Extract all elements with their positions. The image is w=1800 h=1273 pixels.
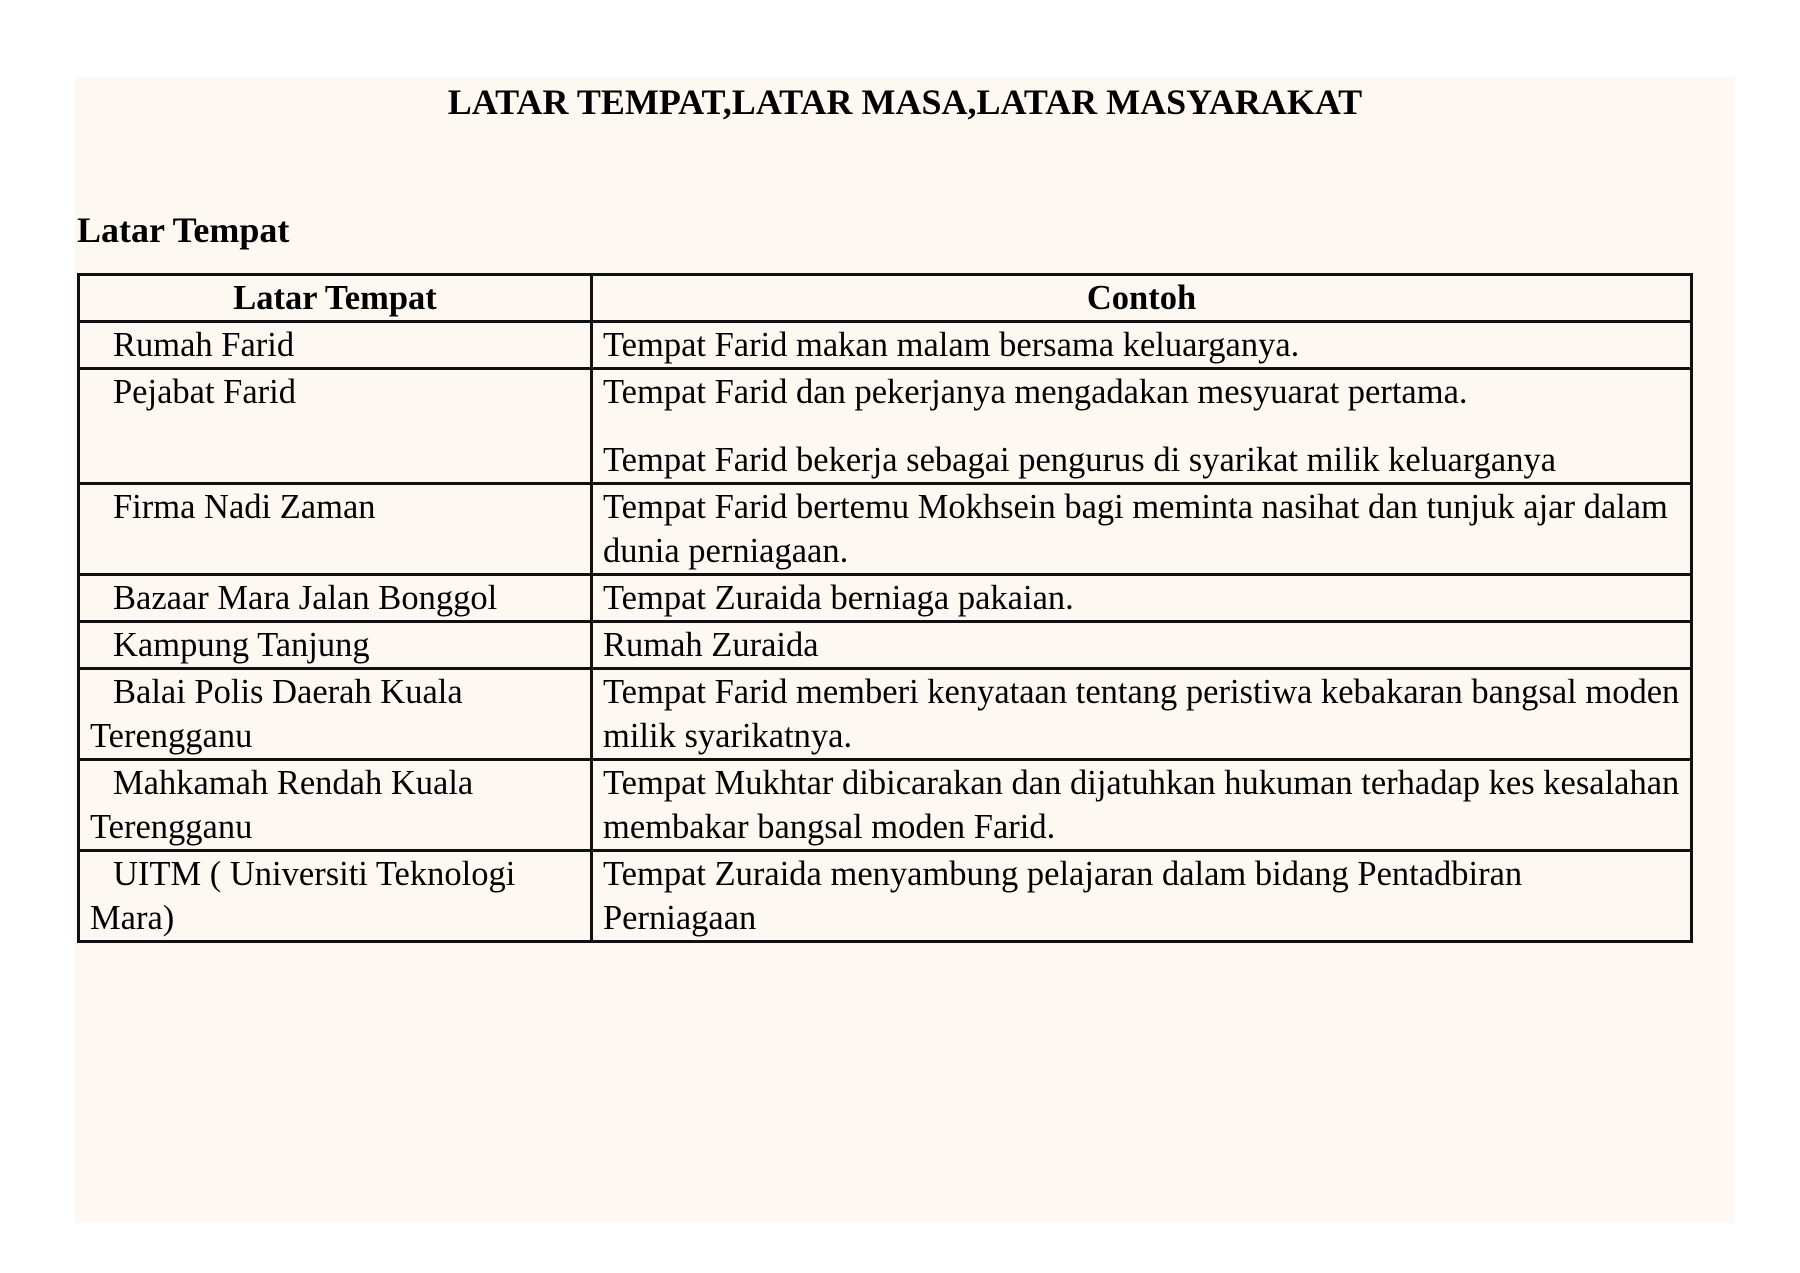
example-cell	[592, 322, 1692, 369]
example-text: Tempat Zuraida menyambung pelajaran dalam bidang Pentadbiran Perniagaan	[603, 855, 1523, 937]
example-text: Tempat Farid bekerja sebagai pengurus di syarikat milik keluarganya	[603, 441, 1557, 479]
table-row	[79, 322, 1692, 369]
latar-tempat-table-wrapper	[77, 273, 1690, 943]
example-cell	[592, 669, 1692, 760]
section-heading: Latar Tempat	[77, 210, 290, 250]
table-row	[79, 484, 1692, 575]
place-cell: Bazaar Mara Jalan Bonggol	[79, 575, 592, 622]
table-row	[79, 369, 1692, 484]
place-cell: Balai Polis Daerah Kuala Terengganu	[79, 669, 592, 760]
example-cell	[592, 622, 1692, 669]
example-text: Tempat Farid bertemu Mokhsein bagi meminta nasihat dan tunjuk ajar dalam dunia perniagaan.	[603, 488, 1668, 570]
column-header-latar-tempat: Latar Tempat	[79, 275, 592, 322]
table-row	[79, 669, 1692, 760]
latar-tempat-table	[77, 273, 1693, 943]
example-cell	[592, 851, 1692, 942]
table-header-row	[79, 275, 1692, 322]
example-text: Tempat Farid dan pekerjanya mengadakan mesyuarat pertama.	[603, 373, 1468, 411]
place-cell: UITM ( Universiti Teknologi Mara)	[79, 851, 592, 942]
paragraph-gap	[603, 414, 1680, 438]
place-cell: Firma Nadi Zaman	[79, 484, 592, 575]
example-text: Tempat Mukhtar dibicarakan dan dijatuhkan hukuman terhadap kes kesalahan membakar bangsal moden Farid.	[603, 764, 1680, 846]
column-header-contoh: Contoh	[592, 275, 1692, 322]
example-cell	[592, 484, 1692, 575]
example-text: Rumah Zuraida	[603, 626, 819, 664]
example-text: Tempat Zuraida berniaga pakaian.	[603, 579, 1074, 617]
place-cell: Kampung Tanjung	[79, 622, 592, 669]
example-cell	[592, 575, 1692, 622]
table-row	[79, 575, 1692, 622]
table-row	[79, 622, 1692, 669]
document-title: LATAR TEMPAT,LATAR MASA,LATAR MASYARAKAT	[447, 82, 1363, 122]
table-row	[79, 851, 1692, 942]
place-cell: Pejabat Farid	[79, 369, 592, 484]
place-cell: Rumah Farid	[79, 322, 592, 369]
example-text: Tempat Farid memberi kenyataan tentang peristiwa kebakaran bangsal moden milik syarikatnya.	[603, 673, 1680, 755]
example-cell	[592, 760, 1692, 851]
table-row	[79, 760, 1692, 851]
example-cell	[592, 369, 1692, 484]
place-cell: Mahkamah Rendah Kuala Terengganu	[79, 760, 592, 851]
example-text: Tempat Farid makan malam bersama keluarganya.	[603, 326, 1300, 364]
